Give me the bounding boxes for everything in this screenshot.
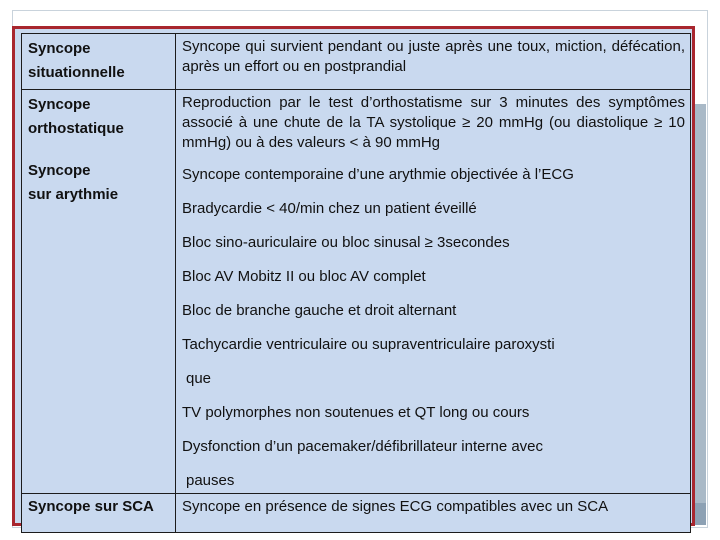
row-text-line: Reproduction par le test d’orthostatisme sur 3 minutes des symptômes associé à une chute de la TA systolique ≥ 20 mmHg (ou diastolique ≥ 10 mmHg) ou à des valeurs < à 90 mmHg [182,94,685,151]
row-label-line: situationnelle [28,64,125,81]
row-text [176,90,691,494]
row-text-line: que [186,370,212,387]
row-label [22,494,176,533]
row-label-line: Syncope [28,162,91,179]
row-text-line: Dysfonction d’un pacemaker/défibrillateur interne avec [182,438,544,455]
row-label-line: Syncope [28,40,91,57]
row-text [176,34,691,90]
row-label [22,34,176,90]
table-row [22,494,691,533]
row-text-line: Syncope contemporaine d’une arythmie objectivée à l’ECG [182,166,574,183]
row-text-line: Bloc AV Mobitz II ou bloc AV complet [182,268,426,285]
row-text-line: Syncope qui survient pendant ou juste après une toux, miction, défécation, après un effort ou en postprandial [182,38,685,75]
row-text-line: Tachycardie ventriculaire ou supraventriculaire paroxysti [182,336,555,353]
table-row [22,34,691,90]
row-label-line: orthostatique [28,120,124,137]
row-label-line: Syncope sur SCA [28,498,154,515]
row-text-line: Bloc sino-auriculaire ou bloc sinusal ≥ 3secondes [182,234,510,251]
row-label-line: Syncope [28,96,91,113]
row-label [22,90,176,494]
row-text-line: Syncope en présence de signes ECG compatibles avec un SCA [182,498,609,515]
row-label-line: sur arythmie [28,186,119,203]
syncope-table-frame [12,26,695,526]
row-text-line: pauses [186,472,235,489]
row-text-line: TV polymorphes non soutenues et QT long ou cours [182,404,530,421]
table-row [22,90,691,494]
row-text-line: Bloc de branche gauche et droit alternant [182,302,457,319]
row-text [176,494,691,533]
row-text-line: Bradycardie < 40/min chez un patient éveillé [182,200,477,217]
syncope-table [21,33,691,533]
